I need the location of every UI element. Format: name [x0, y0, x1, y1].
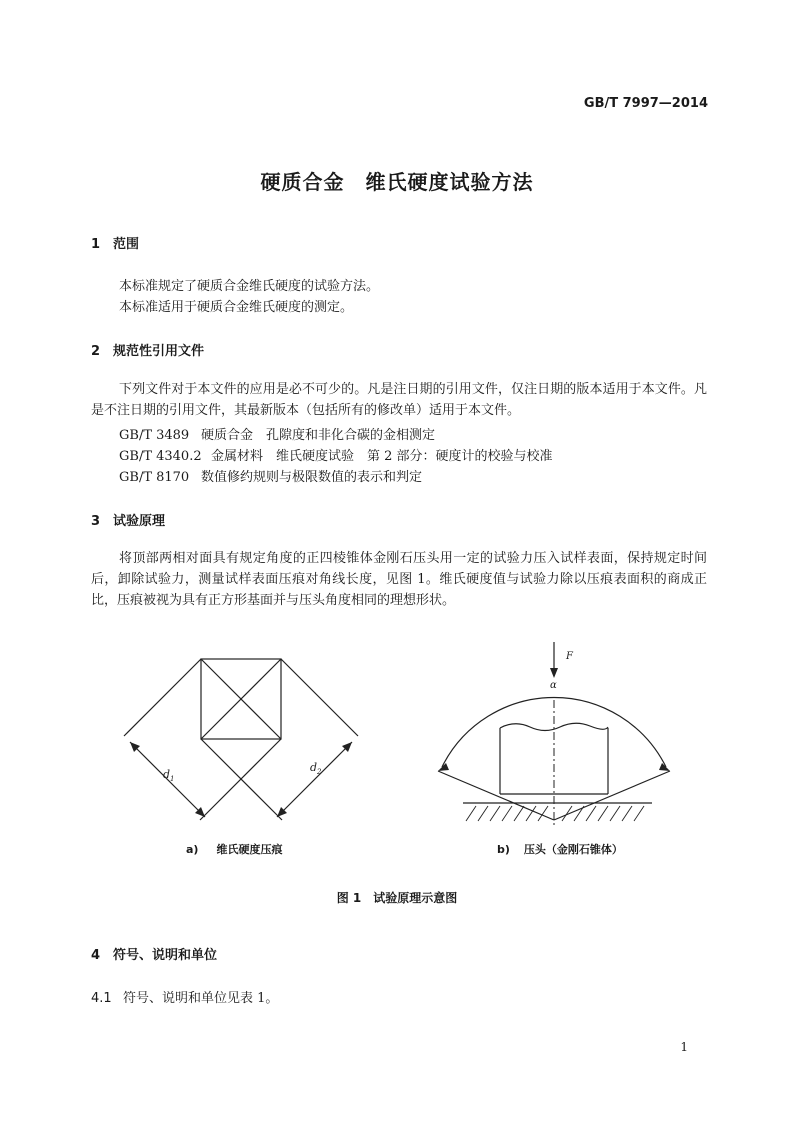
- page-number: 1: [680, 1040, 688, 1054]
- indenter-break-line: [500, 723, 608, 730]
- d2-symbol: $d_2$: [310, 761, 322, 776]
- scope-paragraph-2: 本标准适用于硬质合金维氏硬度的测定。: [119, 300, 354, 315]
- section-title: 试验原理: [113, 514, 166, 529]
- principle-paragraph: 将顶部两相对面具有规定角度的正四棱锥体金刚石压头用一定的试验力压入试样表面，保持规定时间后，卸除试验力，测量试样表面压痕对角线长度，见图 1。维氏硬度值与试验力除以压痕表面积的商成正比，压痕被视为具有正方形基面并与压头角度相同的理想形状。: [91, 551, 707, 608]
- clause-4-1: [91, 987, 278, 1006]
- clause-number: 4.1: [91, 991, 112, 1006]
- force-symbol: F: [566, 651, 573, 662]
- subfigure-label: b): [497, 843, 510, 856]
- section-title: 规范性引用文件: [113, 344, 205, 359]
- subfigure-b-caption: [497, 841, 623, 857]
- section-title: 符号、说明和单位: [113, 948, 218, 963]
- section-number: 4: [91, 948, 101, 963]
- section-number: 1: [91, 237, 101, 252]
- reference-code: GB/T 4340.2: [119, 449, 202, 464]
- specimen-hatching: [466, 806, 644, 821]
- scope-paragraph-1: 本标准规定了硬质合金维氏硬度的试验方法。: [119, 279, 380, 294]
- document-title: 硬质合金 维氏硬度试验方法: [260, 170, 534, 194]
- reference-code: GB/T 8170: [119, 470, 190, 485]
- subfigure-title: 维氏硬度压痕: [216, 843, 283, 856]
- section-number: 2: [91, 344, 101, 359]
- d1-symbol: $d_1$: [163, 768, 175, 783]
- reference-title: 硬质合金 孔隙度和非化合碳的金相测定: [201, 428, 436, 443]
- reference-title: 金属材料 维氏硬度试验 第 2 部分：硬度计的校验与校准: [211, 449, 553, 464]
- reference-title: 数值修约规则与极限数值的表示和判定: [201, 470, 423, 485]
- references-intro: 下列文件对于本文件的应用是必不可少的。凡是注日期的引用文件，仅注日期的版本适用于本文件。凡是不注日期的引用文件，其最新版本（包括所有的修改单）适用于本文件。: [91, 382, 707, 418]
- clause-text: 符号、说明和单位见表 1。: [123, 991, 279, 1006]
- cone-face-right: [554, 771, 670, 820]
- angle-symbol: α: [550, 680, 557, 691]
- section-number: 3: [91, 514, 101, 529]
- standard-number: GB/T 7997—2014: [583, 96, 708, 111]
- subfigure-a-caption: [186, 841, 282, 857]
- section-title: 范围: [113, 237, 140, 252]
- subfigure-title: 压头（金刚石锥体）: [523, 843, 623, 856]
- figure-caption: 图 1 试验原理示意图: [336, 891, 458, 905]
- force-arrow-head: [550, 668, 558, 678]
- section-4-heading: [91, 944, 217, 963]
- subfigure-label: a): [186, 843, 199, 856]
- reference-code: GB/T 3489: [119, 428, 190, 443]
